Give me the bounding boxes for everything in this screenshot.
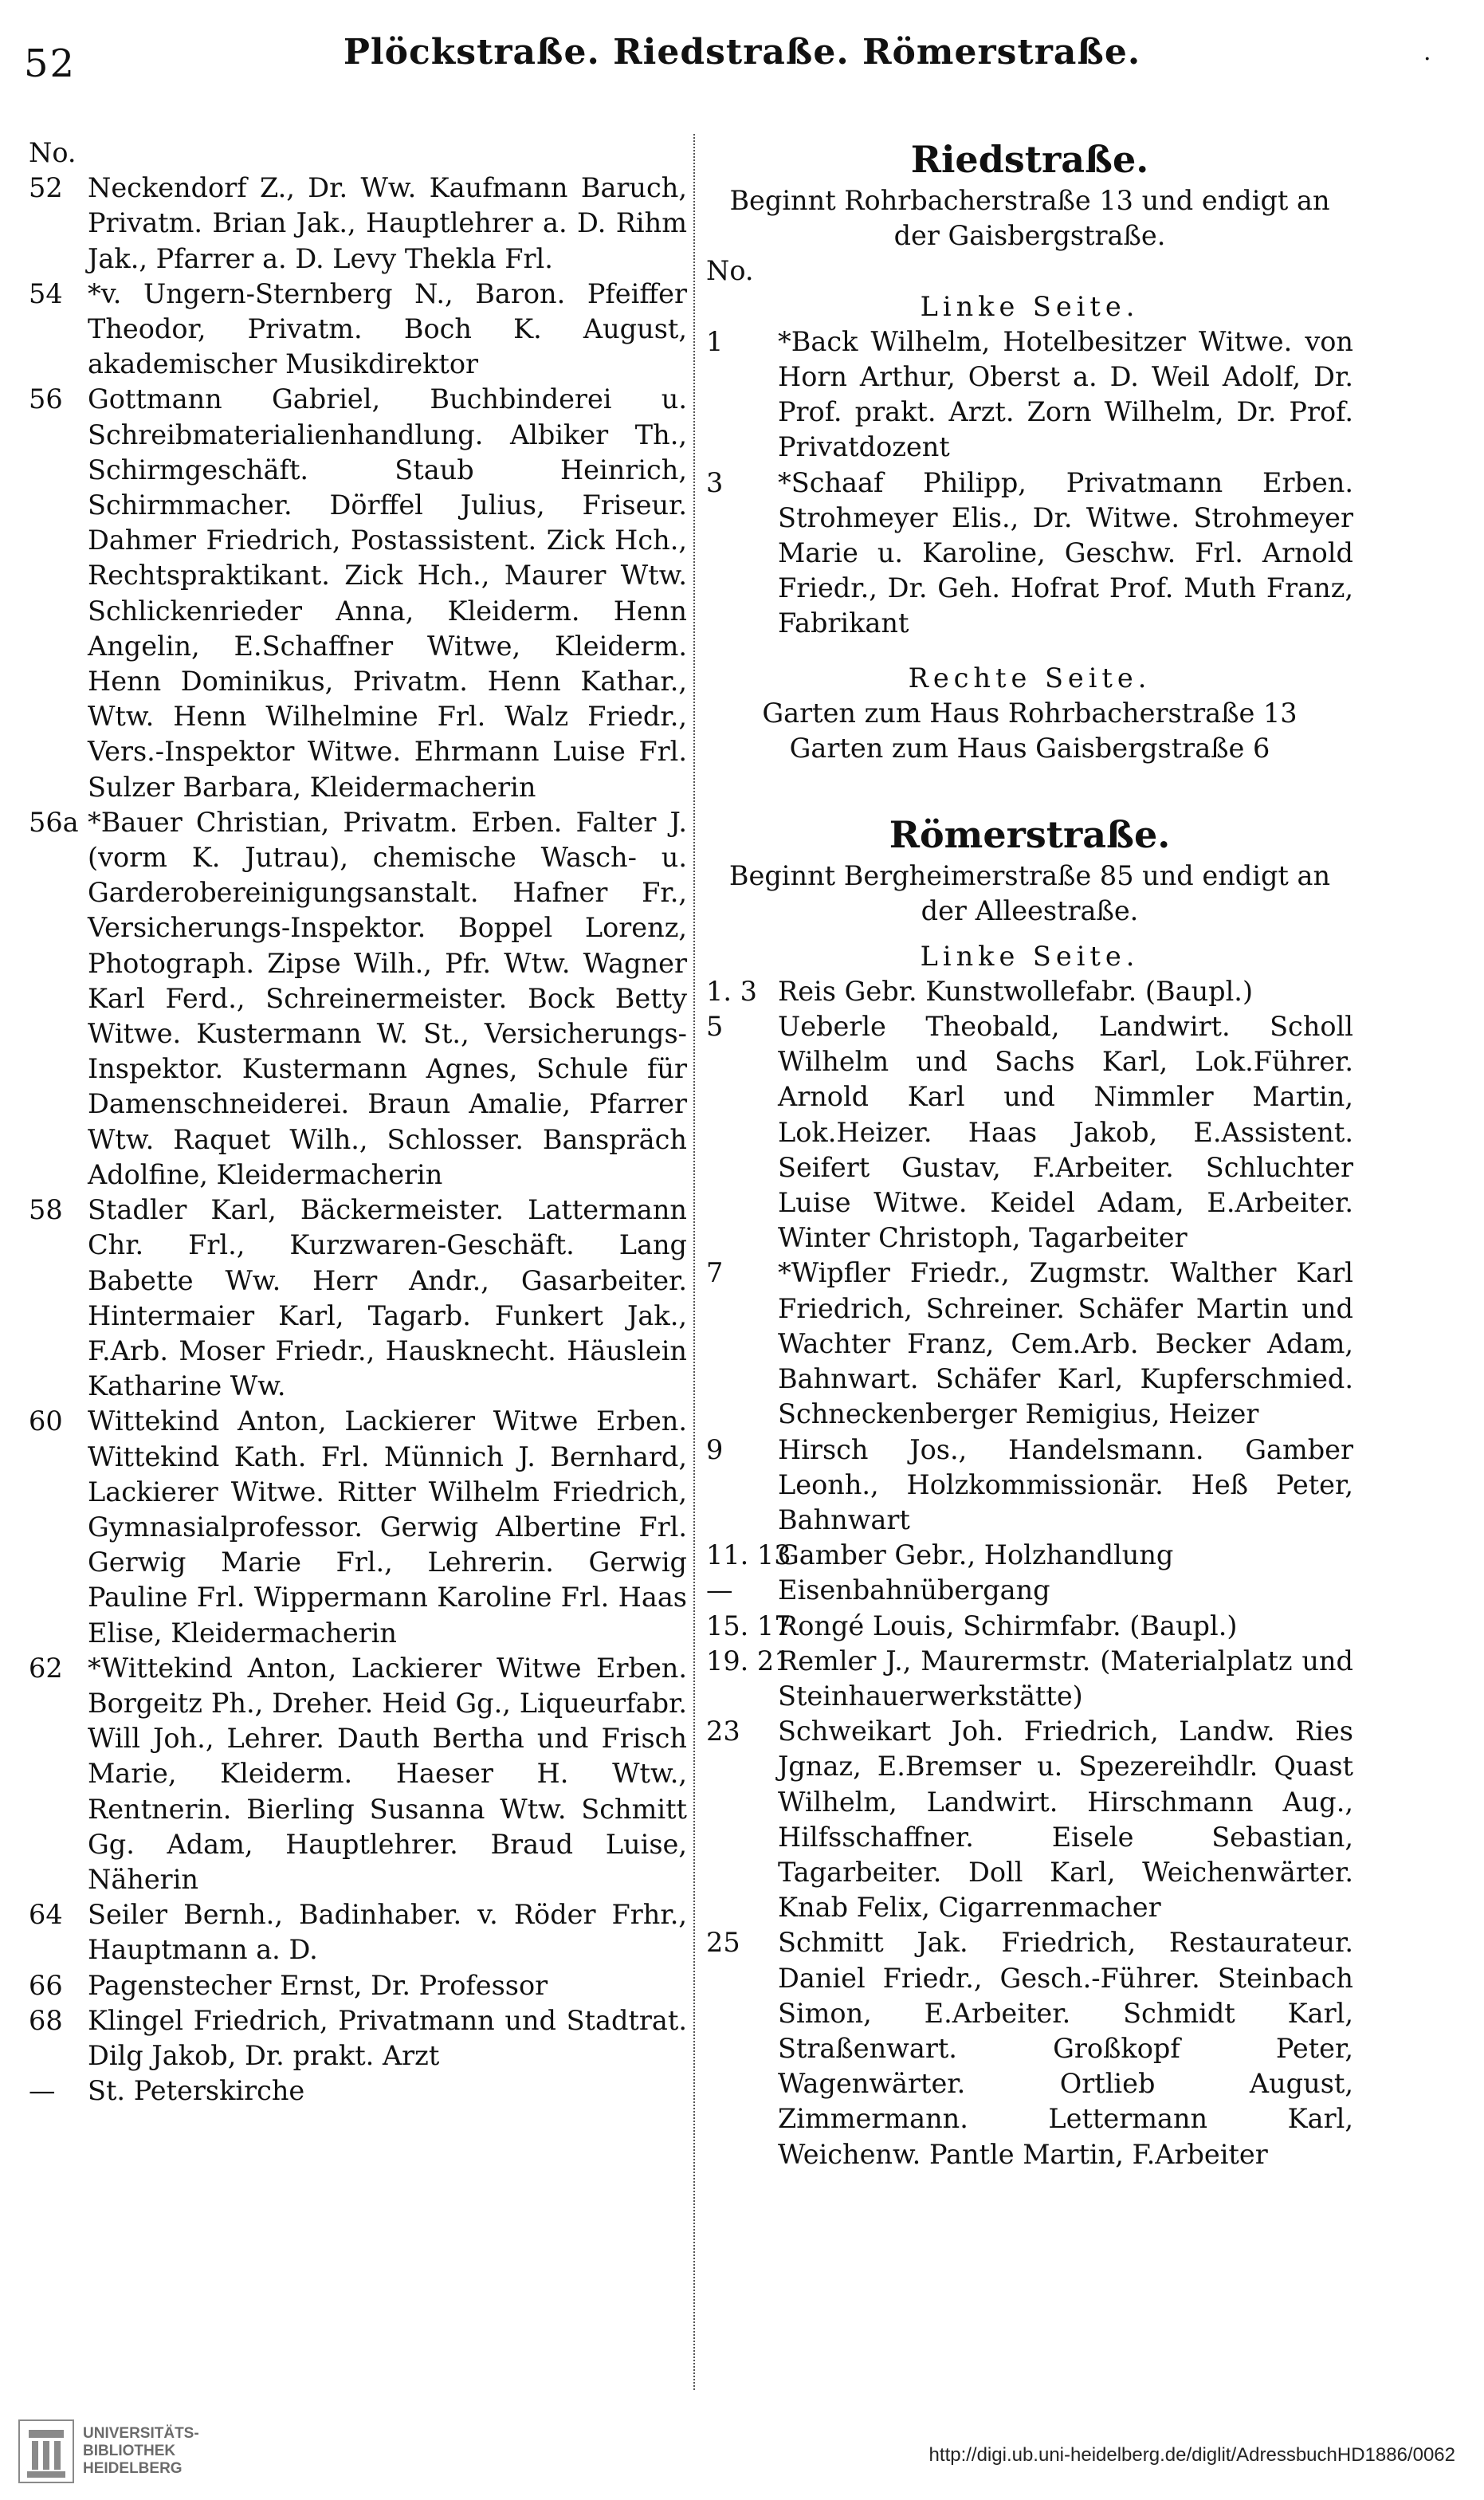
side-heading: Linke Seite. <box>920 290 1140 322</box>
house-number: 25 <box>706 1927 740 1959</box>
house-number: 5 <box>706 1011 724 1043</box>
address-entry <box>29 277 687 383</box>
address-entry <box>29 1897 687 1967</box>
house-number: 66 <box>29 1969 63 2001</box>
house-number: — <box>706 1574 733 1606</box>
address-entry <box>706 324 1353 466</box>
running-head: Plöckstraße. Riedstraße. Römerstraße. <box>343 32 1141 73</box>
residents-text: *Wittekind Anton, Lackierer Witwe Erben. Borgeitz Ph., Dreher. Heid Gg., Liqueurfabr. Will Joh., Lehrer. Dauth Bertha und Frisch Marie, Kleiderm. Haeser H. Wtw., Rentnerin. Bierling Susanna Wtw. Schmitt Gg. Adam, Hauptlehrer. Braud Luise, Näherin <box>88 1652 687 1895</box>
page-header <box>0 18 1484 86</box>
address-entry <box>29 1193 687 1404</box>
column-divider <box>693 134 695 2390</box>
residents-text: Seiler Bernh., Badinhaber. v. Röder Frhr., Hauptmann a. D. <box>88 1899 687 1966</box>
address-entry <box>29 171 687 277</box>
residents-text: Ueberle Theobald, Landwirt. Scholl Wilhelm und Sachs Karl, Lok.Führer. Arnold Karl und Nimmler Martin, Lok.Heizer. Haas Jakob, E.Assistent. Seifert Gustav, F.Arbeiter. Schluchter Luise Witwe. Keidel Adam, E.Arbeiter. Winter Christoph, Tagarbeiter <box>778 1011 1353 1254</box>
garden-line: Garten zum Haus Gaisbergstraße 6 <box>789 733 1270 765</box>
garden-line: Garten zum Haus Rohrbacherstraße 13 <box>762 697 1298 729</box>
house-number: 15. 17 <box>706 1610 791 1641</box>
address-entry <box>29 2003 687 2074</box>
house-number: 64 <box>29 1899 63 1931</box>
residents-text: Pagenstecher Ernst, Dr. Professor <box>88 1969 548 2001</box>
house-number: 7 <box>706 1257 724 1289</box>
house-number: 11. 13 <box>706 1539 791 1571</box>
address-entry <box>706 974 1353 1009</box>
house-number: 52 <box>29 172 63 204</box>
street-title: Riedstraße. <box>910 138 1149 181</box>
residents-text: Schmitt Jak. Friedrich, Restaurateur. Daniel Friedr., Gesch.-Führer. Steinbach Simon, E.Arbeiter. Schmidt Karl, Straßenwart. Großkopf Peter, Wagenwärter. Ortlieb August, Zimmermann. Lettermann Karl, Weichenw. Pantle Martin, F.Arbeiter <box>778 1927 1353 2170</box>
residents-text: Eisenbahnübergang <box>778 1574 1050 1606</box>
house-number: 1 <box>706 325 724 357</box>
residents-text: *Schaaf Philipp, Privatmann Erben. Strohmeyer Elis., Dr. Witwe. Strohmeyer Marie u. Karoline, Geschw. Frl. Arnold Friedr., Dr. Geh. Hofrat Prof. Muth Franz, Fabrikant <box>778 466 1353 639</box>
house-number: 56a <box>29 806 79 838</box>
house-number: 62 <box>29 1652 63 1684</box>
riedstrasse-section <box>706 136 1353 766</box>
house-number: 60 <box>29 1405 63 1437</box>
house-number: 54 <box>29 277 63 309</box>
house-number: 58 <box>29 1194 63 1226</box>
address-entry <box>706 1714 1353 1925</box>
residents-text: Klingel Friedrich, Privatmann und Stadtrat. Dilg Jakob, Dr. prakt. Arzt <box>88 2004 687 2071</box>
side-heading: Rechte Seite. <box>908 662 1152 694</box>
address-entry <box>706 1256 1353 1432</box>
page-number: 52 <box>24 41 77 86</box>
house-number: 68 <box>29 2004 63 2036</box>
residents-text: Schweikart Joh. Friedrich, Landw. Ries Jgnaz, E.Bremser u. Spezereihdlr. Quast Wilhelm, Landwirt. Hirschmann Aug., Hilfsschaffner. Eisele Sebastian, Tagarbeiter. Doll Karl, Weichenwärter. Knab Felix, Cigarrenmacher <box>778 1716 1353 1924</box>
address-entry <box>29 2074 687 2109</box>
address-entry <box>706 1609 1353 1644</box>
address-entry <box>706 1538 1353 1573</box>
residents-text: *Back Wilhelm, Hotelbesitzer Witwe. von Horn Arthur, Oberst a. D. Weil Adolf, Dr. Prof. prakt. Arzt. Zorn Wilhelm, Dr. Prof. Privatdozent <box>778 325 1353 463</box>
right-column <box>706 136 1353 2368</box>
street-title: Römerstraße. <box>889 813 1171 857</box>
left-column <box>29 136 687 2368</box>
address-entry <box>706 1925 1353 2172</box>
house-number: — <box>29 2075 56 2107</box>
house-number: 3 <box>706 466 724 498</box>
address-entry <box>29 382 687 804</box>
address-entry <box>706 1009 1353 1256</box>
plock-entries <box>29 171 687 2109</box>
residents-text: Gottmann Gabriel, Buchbinderei u. Schreibmaterialienhandlung. Albiker Th., Schirmgeschäft. Staub Heinrich, Schirmmacher. Dörffel Julius, Friseur. Dahmer Friedrich, Postassistent. Zick Hch., Rechtspraktikant. Zick Hch., Maurer Wtw. Schlickenrieder Anna, Kleiderm. Henn Angelin, E.Schaffner Witwe, Kleiderm. Henn Dominikus, Privatm. Henn Kathar., Wtw. Henn Wilhelmine Frl. Walz Friedr., Vers.-Inspektor Witwe. Ehrmann Luise Frl. Sulzer Barbara, Kleidermacherin <box>88 383 687 803</box>
residents-text: Rongé Louis, Schirmfabr. (Baupl.) <box>778 1610 1238 1641</box>
residents-text: Neckendorf Z., Dr. Ww. Kaufmann Baruch, Privatm. Brian Jak., Hauptlehrer a. D. Rihm Jak., Pfarrer a. D. Levy Thekla Frl. <box>88 172 687 274</box>
residents-text: Reis Gebr. Kunstwollefabr. (Baupl.) <box>778 975 1254 1007</box>
university-library-logo-icon <box>18 2419 75 2484</box>
address-entry <box>706 1573 1353 1608</box>
residents-text: *Wipfler Friedr., Zugmstr. Walther Karl Friedrich, Schreiner. Schäfer Martin und Wachter Franz, Cem.Arb. Becker Adam, Bahnwart. Schäfer Karl, Kupferschmied. Schneckenberger Remigius, Heizer <box>778 1257 1353 1430</box>
side-heading: Linke Seite. <box>920 940 1140 972</box>
address-entry <box>29 1404 687 1650</box>
house-number: 9 <box>706 1433 724 1465</box>
roemerstrasse-section <box>706 811 1353 2172</box>
residents-text: *v. Ungern-Sternberg N., Baron. Pfeiffer Theodor, Privatm. Boch K. August, akademischer Musikdirektor <box>88 277 687 380</box>
residents-text: Hirsch Jos., Handelsmann. Gamber Leonh., Holzkommissionär. Heß Peter, Bahnwart <box>778 1433 1353 1535</box>
house-number: 56 <box>29 383 63 415</box>
house-number: 23 <box>706 1716 740 1747</box>
street-description: Beginnt Bergheimerstraße 85 und endigt an der Alleestraße. <box>728 860 1331 927</box>
source-url-link[interactable]: http://digi.ub.uni-heidelberg.de/diglit/AdressbuchHD1886/0062 <box>928 2444 1455 2466</box>
margin-mark: . <box>1423 38 1431 66</box>
residents-text: Remler J., Maurermstr. (Materialplatz und Steinhauerwerkstätte) <box>778 1645 1353 1712</box>
address-entry <box>706 1433 1353 1539</box>
house-number: 19. 21 <box>706 1645 791 1676</box>
residents-text: Stadler Karl, Bäckermeister. Lattermann Chr. Frl., Kurzwaren-Geschäft. Lang Babette Ww. Herr Andr., Gasarbeiter. Hintermaier Karl, Tagarb. Funkert Jak., F.Arb. Moser Friedr., Hausknecht. Häuslein Katharine Ww. <box>88 1194 687 1402</box>
address-entry <box>706 466 1353 642</box>
number-column-header: No. <box>706 255 754 287</box>
residents-text: St. Peterskirche <box>88 2075 305 2107</box>
address-entry <box>29 805 687 1193</box>
residents-text: Gamber Gebr., Holzhandlung <box>778 1539 1174 1571</box>
address-entry <box>29 1651 687 1897</box>
residents-text: *Bauer Christian, Privatm. Erben. Falter J. (vorm K. Jutrau), chemische Wasch- u. Garderobereinigungsanstalt. Hafner Fr., Versicherungs-Inspektor. Boppel Lorenz, Photograph. Zipse Wilh., Pfr. Wtw. Wagner Karl Ferd., Schreinermeister. Bock Betty Witwe. Kustermann W. St., Versicherungs-Inspektor. Kustermann Agnes, Schule für Damenschneiderei. Braun Amalie, Pfarrer Wtw. Raquet Wilh., Schlosser. Banspräch Adolfine, Kleidermacherin <box>88 806 687 1190</box>
residents-text: Wittekind Anton, Lackierer Witwe Erben. Wittekind Kath. Frl. Münnich J. Bernhard, Lackierer Witwe. Ritter Wilhelm Friedrich, Gymnasialprofessor. Gerwig Albertine Frl. Gerwig Marie Frl., Lehrerin. Gerwig Pauline Frl. Wippermann Karoline Frl. Haas Elise, Kleidermacherin <box>88 1405 687 1649</box>
house-number: 1. 3 <box>706 975 757 1007</box>
library-name: UNIVERSITÄTS- BIBLIOTHEK HEIDELBERG <box>83 2425 199 2477</box>
street-description: Beginnt Rohrbacherstraße 13 und endigt an der Gaisbergstraße. <box>729 185 1330 252</box>
page-footer <box>0 2415 1484 2500</box>
address-entry <box>29 1968 687 2003</box>
number-column-header: No. <box>29 137 77 168</box>
address-entry <box>706 1644 1353 1714</box>
